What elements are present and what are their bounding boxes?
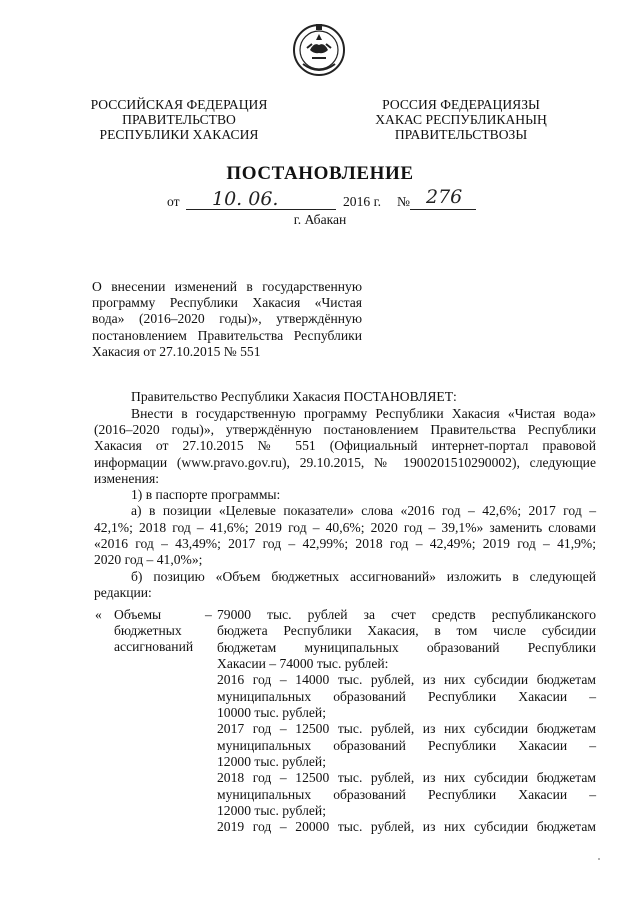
table-value-line: 12000 тыс. рублей;	[217, 803, 326, 818]
body-line: 42,1%; 2018 год – 41,6%; 2019 год – 40,6%; 2020 год – 39,1%» заменить словами	[94, 520, 596, 535]
table-value-line: муниципальных образований Республики Хакасии –	[217, 787, 596, 802]
coat-of-arms-emblem	[292, 20, 346, 78]
table-value-line: 2018 год – 12500 тыс. рублей, из них субсидии бюджетам	[217, 770, 596, 785]
header-right-line: ХАКАС РЕСПУБЛИКАНЫҢ	[375, 112, 547, 127]
header-right-line: РОССИЯ ФЕДЕРАЦИЯЗЫ	[382, 97, 540, 112]
header-right-block	[372, 97, 550, 142]
table-label-line: бюджетных	[114, 623, 182, 639]
body-line: изменения:	[94, 471, 159, 486]
table-value-line: 2019 год – 20000 тыс. рублей, из них субсидии бюджетам	[217, 819, 596, 834]
body-line: б) позицию «Объем бюджетных ассигнований» изложить в следующей	[131, 569, 596, 584]
handwritten-date: 10. 06.	[212, 188, 279, 210]
year-label: 2016 г.	[343, 194, 382, 209]
table-value-line: бюджетам муниципальных образований Республики	[217, 640, 596, 655]
header-right-line: ПРАВИТЕЛЬСТВОЗЫ	[394, 127, 528, 142]
table-label-line: Объемы	[114, 607, 162, 622]
table-value-line: 10000 тыс. рублей;	[217, 705, 326, 720]
table-value-line: 12000 тыс. рублей;	[217, 754, 326, 769]
opening-quote: «	[95, 607, 102, 622]
table-value-line: 2016 год – 14000 тыс. рублей, из них субсидии бюджетам	[217, 672, 596, 687]
body-line: информации (www.pravo.gov.ru), 29.10.2015, № 1900201510290002), следующие	[94, 455, 596, 470]
body-line: Хакасия от 27.10.2015 № 551 (Официальный интернет-портал правовой	[94, 438, 596, 453]
body-line: а) в позиции «Целевые показатели» слова «2016 год – 42,6%; 2017 год –	[131, 503, 596, 518]
table-value-line: муниципальных образований Республики Хакасии –	[217, 689, 596, 704]
header-left-line: РОССИЙСКАЯ ФЕДЕРАЦИЯ	[90, 97, 268, 112]
table-value-line: бюджета Республики Хакасия, в том числе субсидии	[217, 623, 596, 638]
body-line: (2016–2020 годы)», утверждённую постановлением Правительства Республики	[94, 422, 596, 437]
header-left-line: ПРАВИТЕЛЬСТВО	[122, 112, 236, 127]
body-line: 2020 год – 41,0%»;	[94, 552, 203, 567]
body-line: редакции:	[94, 585, 152, 600]
header-left-line: РЕСПУБЛИКИ ХАКАСИЯ	[99, 127, 259, 142]
scan-speck	[598, 858, 600, 860]
table-label	[114, 607, 204, 656]
table-label-line: ассигнований	[114, 639, 194, 655]
city-label: г. Абакан	[293, 212, 347, 227]
number-label: №	[397, 194, 410, 209]
table-value-line: муниципальных образований Республики Хакасии –	[217, 738, 596, 753]
body-line: Правительство Республики Хакасия ПОСТАНОВЛЯЕТ:	[131, 389, 457, 404]
table-value-line: 79000 тыс. рублей за счет средств республиканского	[217, 607, 596, 622]
header-left-block	[90, 97, 268, 142]
table-value-line: Хакасии – 74000 тыс. рублей:	[217, 656, 389, 671]
body-line: Внести в государственную программу Республики Хакасия «Чистая вода»	[131, 406, 596, 421]
body-line: 1) в паспорте программы:	[131, 487, 281, 502]
handwritten-number: 276	[426, 186, 463, 208]
document-subject: О внесении изменений в государственную программу Республики Хакасия «Чистая вода» (2016–2020 годы)», утверждённую постановлением Правительства Республики Хакасия от 27.10.2015 № 551	[92, 279, 362, 359]
table-value-line: 2017 год – 12500 тыс. рублей, из них субсидии бюджетам	[217, 721, 596, 736]
table-dash: –	[205, 607, 212, 622]
document-title: ПОСТАНОВЛЕНИЕ	[226, 163, 414, 184]
body-line: «2016 год – 43,49%; 2017 год – 42,99%; 2018 год – 42,49%; 2019 год – 41,9%;	[94, 536, 596, 551]
date-from-label: от	[167, 194, 180, 209]
